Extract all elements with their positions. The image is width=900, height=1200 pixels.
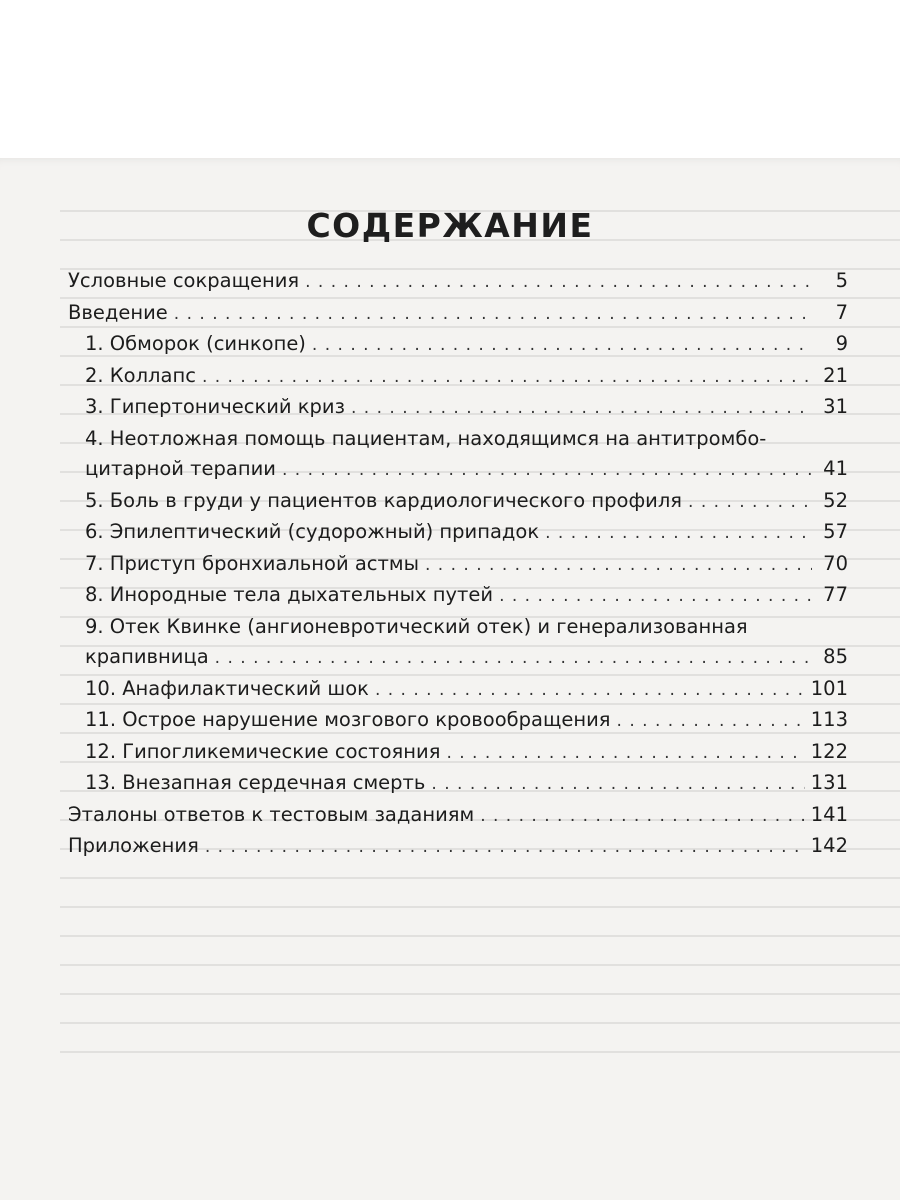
toc-entry-chapter-7 — [68, 549, 848, 581]
toc-page-number: 9 — [835, 332, 848, 355]
dot-leader — [305, 267, 812, 298]
toc-entry-chapter-5 — [68, 486, 848, 518]
toc-entry-introduction — [68, 298, 848, 330]
toc-page-number: 7 — [835, 300, 848, 324]
toc-entry-title: 3. Гипертонический криз — [85, 395, 345, 418]
toc-page-number: 77 — [823, 583, 848, 606]
toc-entry-title: Приложения — [68, 834, 199, 857]
toc-entry-title: Условные сокращения — [68, 269, 300, 292]
dot-leader — [425, 550, 812, 581]
toc-entry-title-line1: 4. Неотложная помощь пациентам, находящимся на антитромбо- — [85, 426, 767, 450]
dot-leader — [617, 706, 805, 737]
toc-entry-title-line2: цитарной терапии — [85, 457, 276, 480]
toc-entry-chapter-11 — [68, 705, 848, 737]
toc-entry-title: 2. Коллапс — [85, 363, 196, 387]
toc-entry-title-line2: крапивница — [85, 645, 209, 668]
dot-leader — [174, 299, 812, 330]
toc-entry-chapter-2 — [68, 361, 848, 393]
toc-page-number: 70 — [823, 551, 848, 575]
dot-leader — [202, 362, 812, 393]
toc-entry-title: 8. Инородные тела дыхательных путей — [85, 583, 494, 606]
toc-entry-chapter-4 — [68, 424, 848, 486]
dot-leader — [215, 643, 812, 674]
toc-page-number: 41 — [823, 457, 848, 480]
toc-entry-title: 10. Анафилактический шок — [85, 676, 369, 700]
toc-page-number: 122 — [810, 739, 848, 763]
dot-leader — [205, 832, 805, 863]
toc-entry-title: 12. Гипогликемические состояния — [85, 739, 441, 763]
toc-entry-title: 1. Обморок (синкопе) — [85, 332, 306, 355]
toc-entry-title: Введение — [68, 300, 168, 324]
toc-entry-appendices — [68, 831, 848, 863]
dot-leader — [688, 487, 812, 518]
toc-entry-title: 5. Боль в груди у пациентов кардиологического профиля — [85, 488, 683, 512]
toc-page-number: 131 — [810, 771, 848, 794]
toc-page-number: 31 — [823, 395, 848, 418]
toc-entry-chapter-1 — [68, 329, 848, 361]
toc-page-number: 101 — [810, 676, 848, 700]
toc-entry-chapter-3 — [68, 392, 848, 424]
toc-entry-title: 7. Приступ бронхиальной астмы — [85, 551, 419, 575]
toc-entry-title: Эталоны ответов к тестовым заданиям — [68, 802, 475, 826]
toc-page-number: 57 — [823, 520, 848, 543]
toc-entry-title: 6. Эпилептический (судорожный) припадок — [85, 520, 540, 543]
toc-entry-chapter-8 — [68, 580, 848, 612]
dot-leader — [431, 769, 804, 800]
toc-entry-chapter-13 — [68, 768, 848, 800]
dot-leader — [499, 581, 812, 612]
dot-leader — [480, 801, 805, 832]
dot-leader — [351, 393, 812, 424]
toc-entry-chapter-9 — [68, 612, 848, 674]
dot-leader — [282, 455, 812, 486]
toc-page-number: 141 — [810, 802, 848, 826]
toc-entry-chapter-10 — [68, 674, 848, 706]
toc-page-number: 21 — [823, 363, 848, 387]
toc-page-number: 52 — [823, 488, 848, 512]
toc-page-number: 142 — [810, 834, 848, 857]
dot-leader — [545, 518, 812, 549]
dot-leader — [446, 738, 804, 769]
toc-entry-test-answers — [68, 800, 848, 832]
toc-entry-chapter-12 — [68, 737, 848, 769]
dot-leader — [375, 675, 805, 706]
toc-list — [68, 266, 848, 863]
toc-entry-chapter-6 — [68, 517, 848, 549]
toc-page-number: 85 — [823, 645, 848, 668]
dot-leader — [312, 330, 812, 361]
toc-entry-abbreviations — [68, 266, 848, 298]
toc-entry-title: 13. Внезапная сердечная смерть — [85, 771, 426, 794]
toc-entry-title-line1: 9. Отек Квинке (ангионевротический отек) и генерализованная — [85, 614, 748, 638]
toc-entry-title: 11. Острое нарушение мозгового кровообращения — [85, 708, 611, 731]
toc-title: СОДЕРЖАНИЕ — [306, 206, 594, 245]
toc-page-number: 5 — [835, 269, 848, 292]
toc-page-number: 113 — [810, 708, 848, 731]
